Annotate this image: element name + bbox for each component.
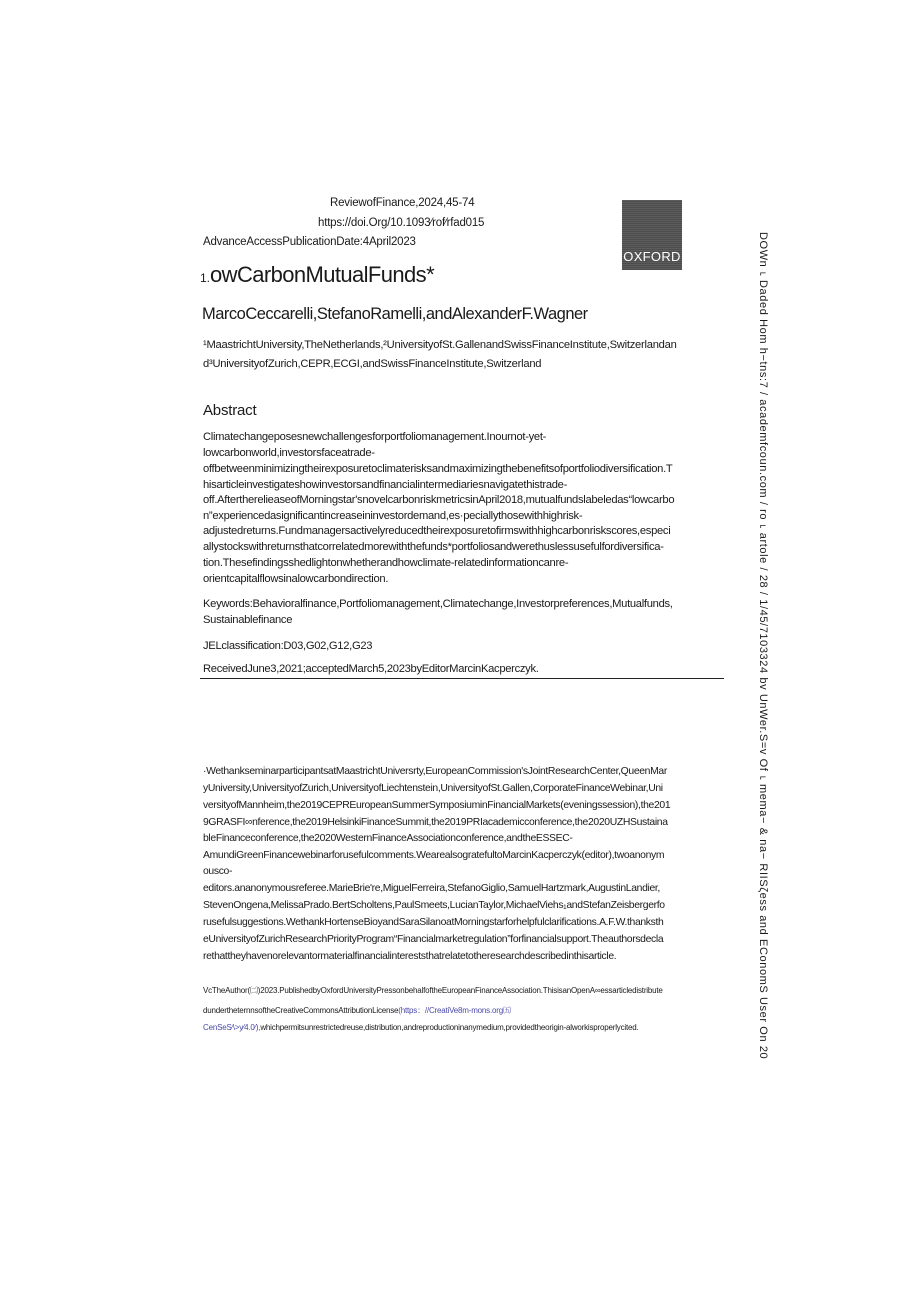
license-link[interactable]: (https：//CreatiVe8m-mons.org㈤ xyxy=(398,1006,511,1015)
title-prefix: 1. xyxy=(200,271,211,285)
abstract-line: off.AftertherelieaseofMorningstar'snovelcarbonriskmetricsinApril2018,mutualfundslabeledas“lowcarbo xyxy=(203,494,675,506)
license-line xyxy=(203,1023,639,1032)
received-dates: ReceivedJune3,2021;acceptedMarch5,2023byEditorMarcinKacperczyk. xyxy=(203,663,539,675)
affiliation-line: d³UniversityofZurich,CEPR,ECGI,andSwissFinanceInstitute,Switzerland xyxy=(203,358,542,370)
doi-link[interactable]: https://doi.Org/10.1093⁄rof⁄rfad015 xyxy=(318,217,485,229)
footnote-line: yUniversity,UniversityofZurich,UniversityofLiechtenstein,UniversityofSt.Gallen,CorporateFinanceWebinar,Uni xyxy=(203,783,663,794)
abstract-line: orientcapitalflowsinalowcarbondirection. xyxy=(203,573,389,585)
oxford-logo xyxy=(622,200,682,270)
keywords-line: Keywords:Behavioralfinance,Portfoliomanagement,Climatechange,Investorpreferences,Mutualfunds, xyxy=(203,598,673,610)
abstract-line: Climatechangeposesnewchallengesforportfoliomanagement.Inournot-yet- xyxy=(203,431,547,443)
keywords-line: Sustainablefinance xyxy=(203,614,293,626)
license-line: VcTheAuthor(㈡)2023.PublishedbyOxfordUniversityPressonbehalfoftheEuropeanFinanceAssociation.ThisisanOpenA∞essarticledistribute xyxy=(203,986,663,995)
license-text: whichpermitsunrestrictedreuse,distribution,andreproductioninanymedium,providedtheorigin-alworkisproperlycited. xyxy=(260,1023,639,1032)
footnote-line: bleFinanceconference,the2020WesternFinanceAssociationconference,andtheESSEC- xyxy=(203,833,573,844)
license-line xyxy=(203,1005,511,1016)
affiliation-line: ¹MaastrichtUniversity,TheNetherlands,²UniversityofSt.GallenandSwissFinanceInstitute,Switzerlandan xyxy=(203,339,677,351)
oxford-logo-text: OXFORD xyxy=(623,249,681,264)
paper-title xyxy=(200,262,434,288)
footnote-line: ·WethankseminarparticipantsatMaastrichtUniversrty,EuropeanCommission'sJointResearchCenter,QueenMar xyxy=(203,766,667,777)
footnote-line: ousco- xyxy=(203,866,233,877)
abstract-line: n”experiencedasignificantincreaseininvestordemand,es·peciallythosewithhighrisk- xyxy=(203,510,583,522)
advance-access-date: AdvanceAccessPublicationDate:4April2023 xyxy=(203,236,416,248)
abstract-line: allystockswithreturnsthatcorrelatedmorewiththefunds*portfoliosandwerethuslessusefulfordiversifica- xyxy=(203,541,664,553)
footnote-line: StevenOngena,MelissaPrado.BertScholtens,PaulSmeets,LucianTaylor,MichaelViehs₁andStefanZeisbergerfo xyxy=(203,900,665,911)
journal-citation: ReviewofFinance,2024,45-74 xyxy=(330,197,475,209)
abstract-line: hisarticleinvestigateshowinvestorsandfinancialintermediariesnavigatethistrade- xyxy=(203,479,568,491)
footnote-line: 9GRASFI∞nference,the2019HelsinkiFinanceSummit,the2019PRIacademicconference,the2020UZHSustaina xyxy=(203,817,668,828)
abstract-heading: Abstract xyxy=(203,402,257,419)
abstract-line: lowcarbonworld,investorsfaceatrade- xyxy=(203,447,375,459)
download-stamp: DOWn⌐Daded Hom h−tns:7 / academfcoun.com / rο⌐artole / 28 / 1/45/7103324 bv UnWer.S=v Of⌐mema− & na− RIISζess and EConomS User On 20 xyxy=(757,232,769,1060)
jel-classification: JELclassification:D03,G02,G12,G23 xyxy=(203,640,373,652)
abstract-line: offbetweenminimizingtheirexposuretoclimaterisksandmaximizingthebenefitsofportfoliodiversification.T xyxy=(203,463,673,475)
footnote-line: AmundiGreenFinancewebinarforusefulcomments.WearealsogratefultoMarcinKacperczyk(editor),twoanonym xyxy=(203,850,665,861)
license-link[interactable]: CenSeS⁄\>y⁄4.0⁄), xyxy=(203,1023,261,1032)
divider-rule xyxy=(200,678,724,679)
footnote-line: editors.ananonymousreferee.MarieBrie're,MiguelFerreira,StefanoGiglio,SamuelHartzmark,AugustinLandier, xyxy=(203,883,660,894)
license-text: dundertheternnsoftheCreativeCommonsAttributionLicense xyxy=(203,1006,399,1015)
footnote-line: rusefulsuggestions.WethankHortenseBioyandSaraSilanoatMorningstarforhelpfulclarifications.A.F.W.thanksth xyxy=(203,917,664,928)
footnote-line: rethattheyhavenorelevantormaterialfinancialintereststhatrelatetotheresearchdescribedinthisarticle. xyxy=(203,951,617,962)
abstract-line: tion.Thesefindingsshedlightonwhetherandhowclimate-relatedinformationcanre- xyxy=(203,557,569,569)
footnote-line: eUniversityofZurichResearchPriorityProgram“Financialmarketregulation”forfinancialsupport.Theauthorsdecla xyxy=(203,934,664,945)
footnote-line: versityofMannheim,the2019CEPREuropeanSummerSymposiuminFinancialMarkets(eveningssession),the201 xyxy=(203,800,671,811)
abstract-line: adjustedreturns.Fundmanagersactivelyreducedtheirexposuretofirmswithhighcarbonriskscores,especi xyxy=(203,525,671,537)
title-text: owCarbonMutualFunds* xyxy=(210,262,435,287)
author-list: MarcoCeccarelli,StefanoRamelli,andAlexanderF.Wagner xyxy=(202,305,588,323)
